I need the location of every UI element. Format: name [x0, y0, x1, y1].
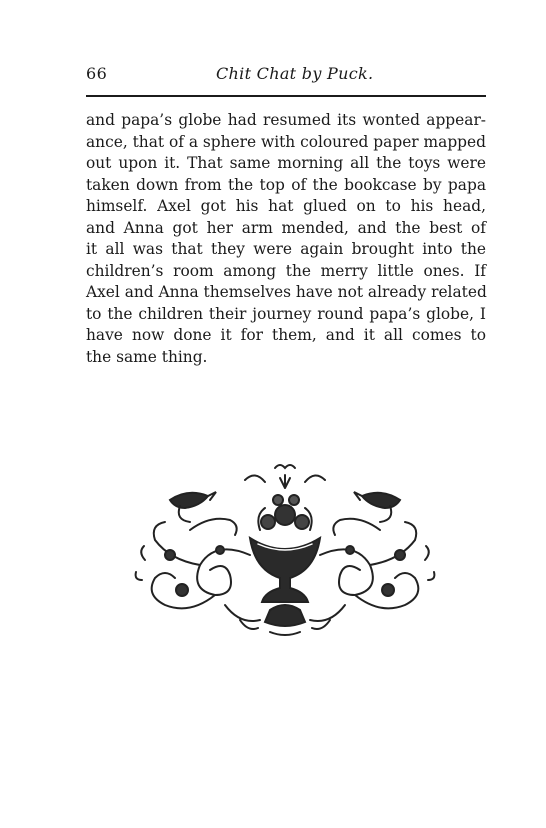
header-rule: [86, 95, 486, 97]
body-paragraph: [86, 110, 486, 368]
text-line: ance, that of a sphere with coloured paper mapped: [86, 132, 486, 151]
text-line: out upon it. That same morning all the toys were: [86, 154, 486, 172]
urn-ornament-icon: [130, 460, 440, 640]
text-line: and papa’s globe had resumed its wonted appear-: [86, 111, 486, 129]
text-line: himself. Axel got his hat glued on to his head,: [86, 197, 486, 215]
text-line: to the children their journey round papa’s globe, I: [86, 304, 486, 323]
running-title: Chit Chat by Puck.: [216, 64, 374, 83]
page-number: 66: [86, 64, 108, 83]
page-header: [86, 64, 486, 88]
text-line: and Anna got her arm mended, and the best of: [86, 218, 486, 237]
text-line: have now done it for them, and it all comes to: [86, 326, 486, 344]
text-line: Axel and Anna themselves have not already related: [86, 283, 487, 301]
text-line: the same thing.: [86, 347, 208, 366]
text-line: children’s room among the merry little ones. If: [86, 261, 486, 280]
text-line: taken down from the top of the bookcase by papa: [86, 175, 486, 194]
text-line: it all was that they were again brought into the: [86, 240, 486, 258]
